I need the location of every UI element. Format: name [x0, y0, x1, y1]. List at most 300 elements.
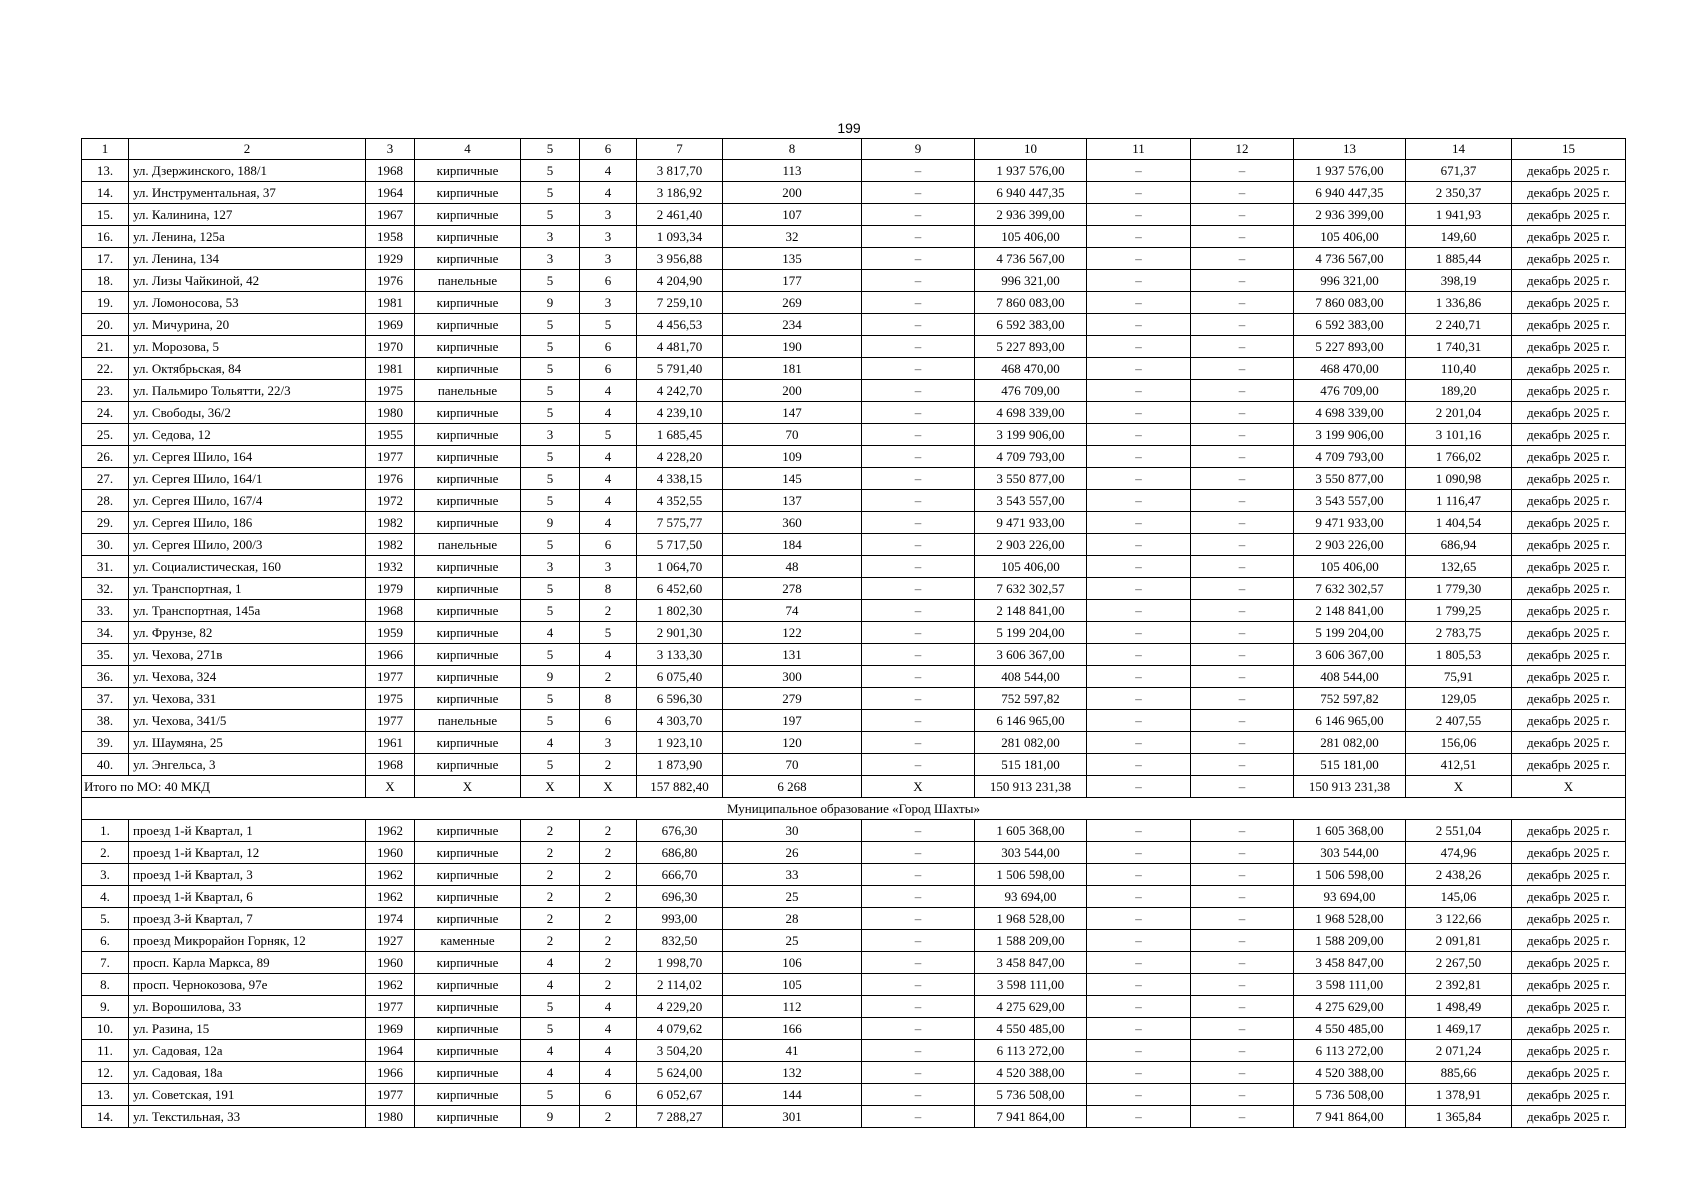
table-row: [82, 468, 1626, 490]
table-cell: 2 350,37: [1406, 182, 1512, 204]
table-cell: 1962: [366, 864, 415, 886]
table-cell: 4 698 339,00: [1294, 402, 1406, 424]
table-cell: –: [1191, 864, 1294, 886]
table-cell: 9 471 933,00: [1294, 512, 1406, 534]
table-cell: 1 766,02: [1406, 446, 1512, 468]
table-cell: 408 544,00: [975, 666, 1087, 688]
address-cell: проезд 1-й Квартал, 1: [129, 820, 366, 842]
table-cell: –: [862, 182, 975, 204]
table-cell: декабрь 2025 г.: [1512, 754, 1626, 776]
address-cell: ул. Текстильная, 33: [129, 1106, 366, 1128]
table-cell: 1 740,31: [1406, 336, 1512, 358]
table-row: [82, 578, 1626, 600]
table-cell: 1982: [366, 512, 415, 534]
table-cell: декабрь 2025 г.: [1512, 842, 1626, 864]
address-cell: просп. Чернокозова, 97е: [129, 974, 366, 996]
table-cell: 3 458 847,00: [975, 952, 1087, 974]
table-cell: –: [1087, 248, 1191, 270]
table-cell: 2: [580, 842, 637, 864]
table-cell: 6: [580, 710, 637, 732]
table-cell: 5: [521, 1018, 580, 1040]
table-cell: 1980: [366, 1106, 415, 1128]
table-cell: 70: [723, 754, 862, 776]
table-cell: кирпичные: [415, 1018, 521, 1040]
table-cell: –: [1087, 226, 1191, 248]
table-cell: 1 779,30: [1406, 578, 1512, 600]
column-number-cell: 7: [637, 139, 723, 160]
table-cell: 1962: [366, 974, 415, 996]
total-cell: 150 913 231,38: [1294, 776, 1406, 798]
table-cell: 5: [521, 534, 580, 556]
table-cell: –: [1191, 952, 1294, 974]
address-cell: ул. Сергея Шило, 164/1: [129, 468, 366, 490]
table-cell: 6: [580, 270, 637, 292]
table-row: [82, 908, 1626, 930]
table-cell: 5: [521, 710, 580, 732]
table-cell: –: [862, 314, 975, 336]
table-cell: 5: [521, 160, 580, 182]
table-cell: 279: [723, 688, 862, 710]
table-cell: 6 940 447,35: [975, 182, 1087, 204]
column-number-cell: 15: [1512, 139, 1626, 160]
table-cell: –: [1191, 908, 1294, 930]
table-cell: –: [1087, 358, 1191, 380]
table-cell: 3 543 557,00: [1294, 490, 1406, 512]
table-cell: 1 336,86: [1406, 292, 1512, 314]
housing-register-table: [81, 138, 1626, 1128]
table-cell: 1979: [366, 578, 415, 600]
table-cell: 74: [723, 600, 862, 622]
table-cell: 752 597,82: [1294, 688, 1406, 710]
table-cell: 5: [580, 424, 637, 446]
table-cell: 4: [580, 182, 637, 204]
address-cell: ул. Ворошилова, 33: [129, 996, 366, 1018]
table-cell: 9: [521, 292, 580, 314]
table-cell: 7 860 083,00: [975, 292, 1087, 314]
table-cell: 4 456,53: [637, 314, 723, 336]
table-cell: 4 229,20: [637, 996, 723, 1018]
table-cell: –: [1191, 270, 1294, 292]
table-row: [82, 666, 1626, 688]
table-cell: 4.: [82, 886, 129, 908]
table-cell: 10.: [82, 1018, 129, 1040]
table-row: [82, 314, 1626, 336]
table-row: [82, 600, 1626, 622]
table-cell: декабрь 2025 г.: [1512, 490, 1626, 512]
table-cell: 6: [580, 358, 637, 380]
table-cell: 6 596,30: [637, 688, 723, 710]
address-cell: ул. Садовая, 12а: [129, 1040, 366, 1062]
table-cell: 4 709 793,00: [975, 446, 1087, 468]
table-cell: –: [862, 644, 975, 666]
table-cell: кирпичные: [415, 1040, 521, 1062]
table-row: [82, 754, 1626, 776]
table-cell: 1980: [366, 402, 415, 424]
table-cell: 1959: [366, 622, 415, 644]
table-row: [82, 644, 1626, 666]
table-cell: декабрь 2025 г.: [1512, 864, 1626, 886]
table-cell: –: [1191, 402, 1294, 424]
table-cell: –: [1087, 314, 1191, 336]
table-cell: 1 588 209,00: [975, 930, 1087, 952]
table-row: [82, 534, 1626, 556]
column-number-cell: 3: [366, 139, 415, 160]
table-cell: 25: [723, 930, 862, 952]
table-cell: –: [862, 996, 975, 1018]
table-cell: 9.: [82, 996, 129, 1018]
table-cell: 184: [723, 534, 862, 556]
address-cell: ул. Энгельса, 3: [129, 754, 366, 776]
table-cell: 5: [521, 688, 580, 710]
address-cell: ул. Шаумяна, 25: [129, 732, 366, 754]
table-cell: декабрь 2025 г.: [1512, 446, 1626, 468]
table-cell: –: [1191, 226, 1294, 248]
table-cell: декабрь 2025 г.: [1512, 930, 1626, 952]
table-row: [82, 886, 1626, 908]
table-cell: 2 903 226,00: [975, 534, 1087, 556]
table-row: [82, 160, 1626, 182]
table-cell: 25: [723, 886, 862, 908]
table-cell: 132,65: [1406, 556, 1512, 578]
table-cell: кирпичные: [415, 864, 521, 886]
table-cell: 27.: [82, 468, 129, 490]
total-cell: X: [1406, 776, 1512, 798]
table-cell: каменные: [415, 930, 521, 952]
table-cell: 25.: [82, 424, 129, 446]
table-cell: 110,40: [1406, 358, 1512, 380]
table-cell: 269: [723, 292, 862, 314]
table-cell: 1 968 528,00: [1294, 908, 1406, 930]
table-row: [82, 820, 1626, 842]
table-cell: –: [862, 534, 975, 556]
table-row: [82, 270, 1626, 292]
table-cell: декабрь 2025 г.: [1512, 1106, 1626, 1128]
table-cell: –: [862, 270, 975, 292]
address-cell: ул. Калинина, 127: [129, 204, 366, 226]
table-cell: 3 543 557,00: [975, 490, 1087, 512]
table-cell: 48: [723, 556, 862, 578]
table-cell: –: [1087, 886, 1191, 908]
table-cell: декабрь 2025 г.: [1512, 820, 1626, 842]
table-cell: 28.: [82, 490, 129, 512]
table-cell: 1961: [366, 732, 415, 754]
table-row: [82, 182, 1626, 204]
table-cell: 181: [723, 358, 862, 380]
table-cell: 6 113 272,00: [1294, 1040, 1406, 1062]
table-cell: 3: [521, 248, 580, 270]
table-cell: декабрь 2025 г.: [1512, 886, 1626, 908]
table-cell: 5 791,40: [637, 358, 723, 380]
table-cell: 360: [723, 512, 862, 534]
table-cell: –: [1087, 1018, 1191, 1040]
table-cell: –: [862, 490, 975, 512]
table-row: [82, 842, 1626, 864]
column-number-cell: 13: [1294, 139, 1406, 160]
table-cell: 144: [723, 1084, 862, 1106]
table-row: [82, 512, 1626, 534]
total-cell: X: [862, 776, 975, 798]
table-cell: 4 698 339,00: [975, 402, 1087, 424]
table-cell: 2 148 841,00: [1294, 600, 1406, 622]
table-cell: 1 941,93: [1406, 204, 1512, 226]
table-cell: 105 406,00: [975, 556, 1087, 578]
address-cell: ул. Седова, 12: [129, 424, 366, 446]
table-cell: –: [1087, 160, 1191, 182]
address-cell: ул. Чехова, 341/5: [129, 710, 366, 732]
table-cell: –: [862, 754, 975, 776]
table-cell: 3 606 367,00: [975, 644, 1087, 666]
table-cell: 2 091,81: [1406, 930, 1512, 952]
table-cell: –: [1087, 402, 1191, 424]
table-cell: –: [862, 974, 975, 996]
total-cell: –: [1087, 776, 1191, 798]
table-cell: –: [1191, 314, 1294, 336]
total-cell: –: [1191, 776, 1294, 798]
table-cell: 5.: [82, 908, 129, 930]
table-cell: 105 406,00: [975, 226, 1087, 248]
table-cell: 28: [723, 908, 862, 930]
table-cell: 2 901,30: [637, 622, 723, 644]
table-cell: 1964: [366, 1040, 415, 1062]
address-cell: ул. Свободы, 36/2: [129, 402, 366, 424]
table-cell: декабрь 2025 г.: [1512, 688, 1626, 710]
table-cell: 147: [723, 402, 862, 424]
table-cell: 21.: [82, 336, 129, 358]
table-cell: 1976: [366, 270, 415, 292]
table-cell: 75,91: [1406, 666, 1512, 688]
table-cell: –: [862, 512, 975, 534]
table-cell: 1 805,53: [1406, 644, 1512, 666]
table-cell: 120: [723, 732, 862, 754]
address-cell: проезд 1-й Квартал, 6: [129, 886, 366, 908]
table-cell: –: [862, 688, 975, 710]
table-cell: 1977: [366, 996, 415, 1018]
address-cell: ул. Чехова, 271в: [129, 644, 366, 666]
address-cell: ул. Садовая, 18а: [129, 1062, 366, 1084]
table-cell: –: [1191, 974, 1294, 996]
table-cell: –: [1087, 600, 1191, 622]
table-cell: 3 101,16: [1406, 424, 1512, 446]
table-cell: 3 550 877,00: [1294, 468, 1406, 490]
address-cell: ул. Сергея Шило, 164: [129, 446, 366, 468]
address-cell: проезд 1-й Квартал, 3: [129, 864, 366, 886]
table-cell: –: [862, 732, 975, 754]
table-cell: 2: [580, 886, 637, 908]
address-cell: проезд Микрорайон Горняк, 12: [129, 930, 366, 952]
table-cell: 3 186,92: [637, 182, 723, 204]
table-cell: 5: [580, 622, 637, 644]
table-cell: декабрь 2025 г.: [1512, 468, 1626, 490]
table-cell: 135: [723, 248, 862, 270]
table-cell: 2: [521, 908, 580, 930]
table-cell: 5 717,50: [637, 534, 723, 556]
table-cell: –: [862, 1018, 975, 1040]
column-number-cell: 12: [1191, 139, 1294, 160]
table-cell: 149,60: [1406, 226, 1512, 248]
table-cell: –: [1191, 1084, 1294, 1106]
address-cell: ул. Сергея Шило, 167/4: [129, 490, 366, 512]
table-cell: 7 632 302,57: [975, 578, 1087, 600]
table-cell: 1932: [366, 556, 415, 578]
table-cell: –: [1087, 490, 1191, 512]
table-cell: декабрь 2025 г.: [1512, 1018, 1626, 1040]
table-cell: 4: [580, 1018, 637, 1040]
table-cell: 3 817,70: [637, 160, 723, 182]
table-cell: 398,19: [1406, 270, 1512, 292]
table-cell: 2 267,50: [1406, 952, 1512, 974]
address-cell: ул. Фрунзе, 82: [129, 622, 366, 644]
table-cell: 5 227 893,00: [1294, 336, 1406, 358]
table-cell: –: [1087, 644, 1191, 666]
table-cell: 408 544,00: [1294, 666, 1406, 688]
table-cell: кирпичные: [415, 754, 521, 776]
table-cell: 696,30: [637, 886, 723, 908]
table-cell: 23.: [82, 380, 129, 402]
table-cell: –: [862, 292, 975, 314]
table-row: [82, 226, 1626, 248]
column-number-cell: 8: [723, 139, 862, 160]
table-cell: 5 736 508,00: [975, 1084, 1087, 1106]
table-cell: 2 392,81: [1406, 974, 1512, 996]
table-cell: –: [1087, 292, 1191, 314]
table-cell: 2: [580, 930, 637, 952]
table-cell: 1977: [366, 1084, 415, 1106]
section-title: Муниципальное образование «Город Шахты»: [82, 798, 1626, 820]
table-cell: 4 550 485,00: [1294, 1018, 1406, 1040]
table-row: [82, 424, 1626, 446]
table-cell: 113: [723, 160, 862, 182]
table-cell: 122: [723, 622, 862, 644]
table-cell: 105 406,00: [1294, 226, 1406, 248]
table-cell: 1970: [366, 336, 415, 358]
table-cell: декабрь 2025 г.: [1512, 358, 1626, 380]
table-cell: –: [1087, 468, 1191, 490]
table-cell: –: [1191, 182, 1294, 204]
table-cell: декабрь 2025 г.: [1512, 314, 1626, 336]
table-cell: 177: [723, 270, 862, 292]
table-cell: 2 461,40: [637, 204, 723, 226]
table-cell: кирпичные: [415, 556, 521, 578]
table-cell: –: [862, 1106, 975, 1128]
table-cell: 3 550 877,00: [975, 468, 1087, 490]
table-cell: 4: [521, 732, 580, 754]
column-number-row: [82, 139, 1626, 160]
table-cell: 474,96: [1406, 842, 1512, 864]
table-cell: –: [1087, 270, 1191, 292]
table-cell: –: [1087, 446, 1191, 468]
table-cell: –: [1087, 380, 1191, 402]
table-cell: 4: [521, 1040, 580, 1062]
address-cell: ул. Советская, 191: [129, 1084, 366, 1106]
table-cell: 1 378,91: [1406, 1084, 1512, 1106]
table-cell: 129,05: [1406, 688, 1512, 710]
table-cell: 2 438,26: [1406, 864, 1512, 886]
table-cell: 1968: [366, 160, 415, 182]
table-cell: декабрь 2025 г.: [1512, 512, 1626, 534]
table-cell: 1962: [366, 886, 415, 908]
table-cell: –: [1191, 292, 1294, 314]
table-cell: 2: [580, 600, 637, 622]
table-cell: –: [1087, 336, 1191, 358]
table-cell: 2: [580, 952, 637, 974]
table-cell: 4: [521, 1062, 580, 1084]
table-cell: –: [1191, 754, 1294, 776]
table-cell: 2 201,04: [1406, 402, 1512, 424]
table-row: [82, 864, 1626, 886]
address-cell: ул. Транспортная, 145а: [129, 600, 366, 622]
table-cell: 2 936 399,00: [975, 204, 1087, 226]
table-cell: –: [1191, 666, 1294, 688]
address-cell: ул. Лизы Чайкиной, 42: [129, 270, 366, 292]
table-cell: 16.: [82, 226, 129, 248]
table-row: [82, 1018, 1626, 1040]
table-cell: 996 321,00: [1294, 270, 1406, 292]
table-cell: 93 694,00: [1294, 886, 1406, 908]
column-number-cell: 4: [415, 139, 521, 160]
table-cell: 476 709,00: [975, 380, 1087, 402]
table-cell: 5: [521, 1084, 580, 1106]
address-cell: ул. Инструментальная, 37: [129, 182, 366, 204]
table-cell: –: [1191, 204, 1294, 226]
address-cell: ул. Чехова, 331: [129, 688, 366, 710]
table-cell: 109: [723, 446, 862, 468]
table-cell: 1 885,44: [1406, 248, 1512, 270]
table-cell: 2: [580, 864, 637, 886]
column-number-cell: 1: [82, 139, 129, 160]
table-cell: –: [1087, 1062, 1191, 1084]
table-cell: 671,37: [1406, 160, 1512, 182]
table-cell: 3 606 367,00: [1294, 644, 1406, 666]
table-cell: 2: [521, 864, 580, 886]
table-cell: 412,51: [1406, 754, 1512, 776]
address-cell: ул. Ломоносова, 53: [129, 292, 366, 314]
table-cell: 468 470,00: [1294, 358, 1406, 380]
total-cell: X: [366, 776, 415, 798]
table-cell: 8: [580, 688, 637, 710]
table-cell: 13.: [82, 160, 129, 182]
table-cell: кирпичные: [415, 314, 521, 336]
table-cell: 996 321,00: [975, 270, 1087, 292]
table-cell: 1927: [366, 930, 415, 952]
table-cell: кирпичные: [415, 248, 521, 270]
table-cell: –: [1191, 1040, 1294, 1062]
table-cell: –: [1087, 1106, 1191, 1128]
table-cell: 13.: [82, 1084, 129, 1106]
table-cell: декабрь 2025 г.: [1512, 666, 1626, 688]
table-cell: 4: [580, 380, 637, 402]
table-cell: –: [1191, 248, 1294, 270]
table-cell: 1 506 598,00: [1294, 864, 1406, 886]
table-row: [82, 358, 1626, 380]
table-cell: 33: [723, 864, 862, 886]
table-cell: 4 204,90: [637, 270, 723, 292]
table-row: [82, 1040, 1626, 1062]
table-cell: –: [1191, 996, 1294, 1018]
table-cell: кирпичные: [415, 952, 521, 974]
table-cell: 26: [723, 842, 862, 864]
table-cell: кирпичные: [415, 160, 521, 182]
address-cell: ул. Транспортная, 1: [129, 578, 366, 600]
table-cell: 41: [723, 1040, 862, 1062]
table-cell: 197: [723, 710, 862, 732]
table-cell: декабрь 2025 г.: [1512, 952, 1626, 974]
table-cell: 6 113 272,00: [975, 1040, 1087, 1062]
table-cell: 17.: [82, 248, 129, 270]
address-cell: ул. Сергея Шило, 200/3: [129, 534, 366, 556]
table-cell: кирпичные: [415, 842, 521, 864]
table-cell: –: [862, 446, 975, 468]
table-cell: –: [862, 952, 975, 974]
